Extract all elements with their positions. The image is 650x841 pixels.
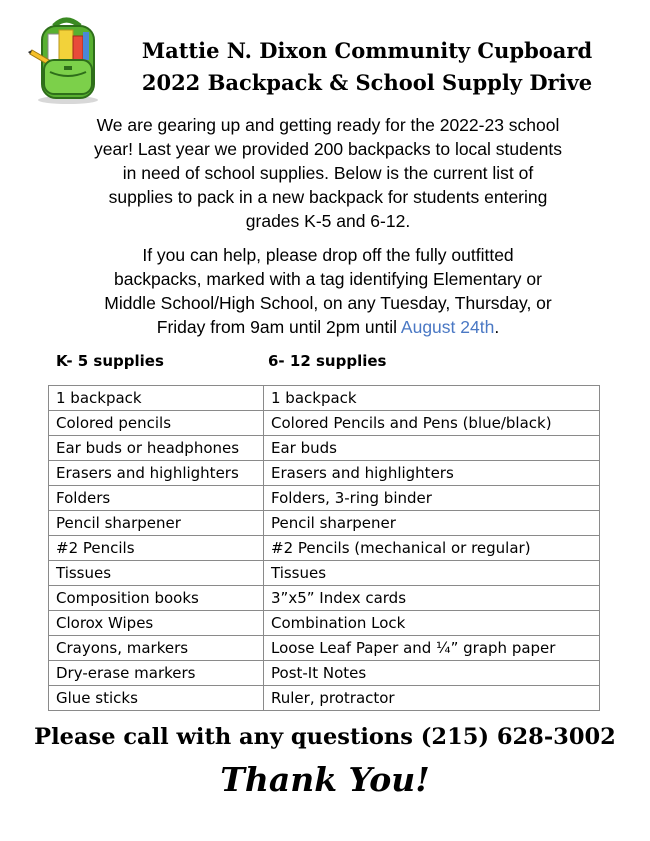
grade6-12-supply-cell: Ear buds <box>264 436 600 461</box>
dropoff-hours: Friday from 9am until 2pm until <box>156 317 398 337</box>
grade6-12-column-title: 6- 12 supplies <box>268 352 387 370</box>
intro-line: in need of school supplies. Below is the current list of <box>122 163 534 183</box>
k5-supply-cell: Folders <box>49 486 264 511</box>
grade6-12-supply-cell: Folders, 3-ring binder <box>264 486 600 511</box>
table-row <box>49 586 600 611</box>
table-row <box>49 511 600 536</box>
k5-column-title: K- 5 supplies <box>56 352 164 370</box>
contact-line: Please call with any questions (215) 628-3002 <box>34 724 616 750</box>
table-row <box>49 411 600 436</box>
intro-line: year! Last year we provided 200 backpacks to local students <box>94 139 562 159</box>
dropoff-line: If you can help, please drop off the fully outfitted <box>142 245 514 265</box>
drive-title: 2022 Backpack & School Supply Drive <box>141 70 593 95</box>
k5-supply-cell: Erasers and highlighters <box>49 461 264 486</box>
dropoff-line: backpacks, marked with a tag identifying Elementary or <box>114 269 542 289</box>
k5-supply-cell: Clorox Wipes <box>49 611 264 636</box>
table-row <box>49 536 600 561</box>
k5-supply-cell: Crayons, markers <box>49 636 264 661</box>
k5-supply-cell: Composition books <box>49 586 264 611</box>
table-row <box>49 486 600 511</box>
dropoff-paragraph <box>58 243 598 339</box>
grade6-12-supply-cell: 1 backpack <box>264 386 600 411</box>
dropoff-line: Middle School/High School, on any Tuesday, Thursday, or <box>104 293 552 313</box>
intro-line: supplies to pack in a new backpack for students entering <box>108 187 548 207</box>
grade6-12-supply-cell: Pencil sharpener <box>264 511 600 536</box>
k5-supply-cell: Colored pencils <box>49 411 264 436</box>
table-row <box>49 386 600 411</box>
grade6-12-supply-cell: Post-It Notes <box>264 661 600 686</box>
k5-supply-cell: 1 backpack <box>49 386 264 411</box>
intro-line: grades K-5 and 6-12. <box>245 211 411 231</box>
k5-supply-cell: Glue sticks <box>49 686 264 711</box>
table-row <box>49 636 600 661</box>
grade6-12-supply-cell: Tissues <box>264 561 600 586</box>
deadline-date: August 24th <box>400 317 495 337</box>
table-row <box>49 661 600 686</box>
intro-line: We are gearing up and getting ready for the 2022-23 school <box>96 115 560 135</box>
intro-paragraph <box>58 113 598 233</box>
grade6-12-supply-cell: Ruler, protractor <box>264 686 600 711</box>
k5-supply-cell: Tissues <box>49 561 264 586</box>
table-row <box>49 611 600 636</box>
grade6-12-supply-cell: Erasers and highlighters <box>264 461 600 486</box>
supplies-table <box>48 385 600 711</box>
thank-you: Thank You! <box>220 760 430 799</box>
org-title: Mattie N. Dixon Community Cupboard <box>141 38 593 63</box>
k5-supply-cell: #2 Pencils <box>49 536 264 561</box>
dropoff-line <box>58 315 598 339</box>
k5-supply-cell: Dry-erase markers <box>49 661 264 686</box>
grade6-12-supply-cell: Colored Pencils and Pens (blue/black) <box>264 411 600 436</box>
table-row <box>49 461 600 486</box>
grade6-12-supply-cell: 3”x5” Index cards <box>264 586 600 611</box>
table-row <box>49 436 600 461</box>
k5-supply-cell: Pencil sharpener <box>49 511 264 536</box>
grade6-12-supply-cell: Loose Leaf Paper and ¼” graph paper <box>264 636 600 661</box>
table-row <box>49 561 600 586</box>
k5-supply-cell: Ear buds or headphones <box>49 436 264 461</box>
period: . <box>494 317 500 337</box>
table-row <box>49 686 600 711</box>
grade6-12-supply-cell: Combination Lock <box>264 611 600 636</box>
grade6-12-supply-cell: #2 Pencils (mechanical or regular) <box>264 536 600 561</box>
backpack-icon <box>26 14 106 106</box>
